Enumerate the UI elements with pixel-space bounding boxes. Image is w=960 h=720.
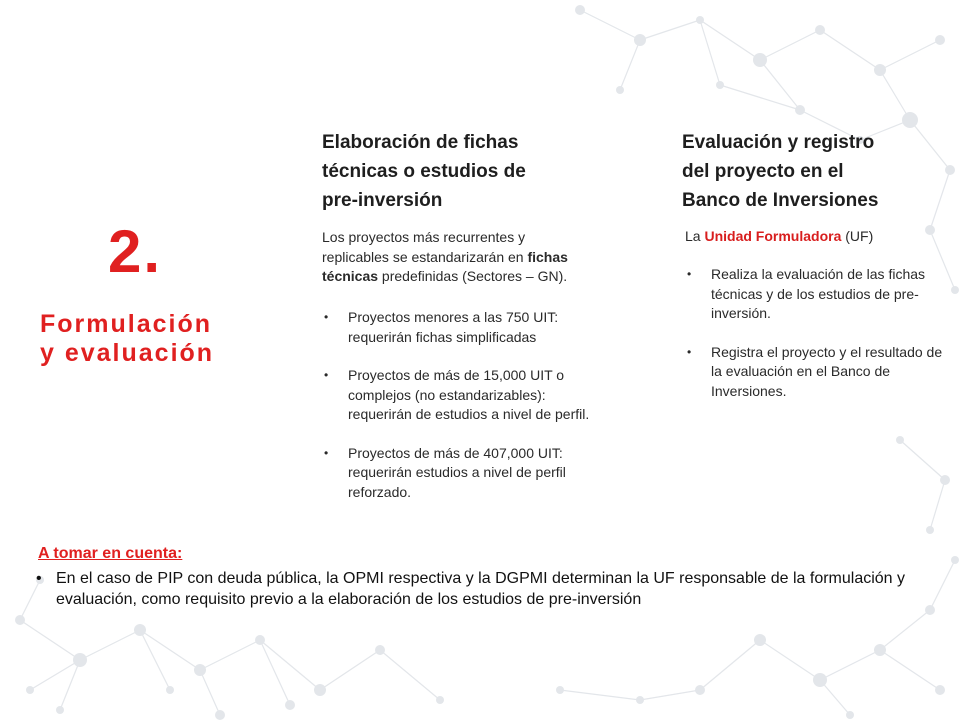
list-item: • Registra el proyecto y el resultado de la evaluación en el Banco de Inversiones. xyxy=(685,343,945,402)
list-item: • Proyectos de más de 407,000 UIT: requerirán estudios a nivel de perfil reforzado. xyxy=(322,444,602,503)
column2-title-line2: del proyecto en el xyxy=(682,161,844,182)
section-title-line1: Formulación xyxy=(40,310,213,338)
column2-title-line1: Evaluación y registro xyxy=(682,132,875,153)
list-item: • Proyectos menores a las 750 UIT: requerirán fichas simplificadas xyxy=(322,308,602,347)
column2-intro-text-end: (UF) xyxy=(841,228,874,244)
note-bullet: • xyxy=(36,570,42,587)
column2-intro-highlight: Unidad Formuladora xyxy=(704,228,842,244)
column1-intro-text-end: predefinidas (Sectores – GN). xyxy=(378,268,568,284)
column2-intro xyxy=(685,227,945,247)
column2-title xyxy=(682,128,942,215)
column1-bullet-list xyxy=(322,308,602,521)
list-item: • Proyectos de más de 15,000 UIT o complejos (no estandarizables): requerirán de estudios a nivel de perfil. xyxy=(322,366,602,425)
column1-title-line1: Elaboración de fichas xyxy=(322,132,519,153)
note-body xyxy=(36,568,936,610)
column1-title-line3: pre-inversión xyxy=(322,190,443,211)
column2-bullet-list xyxy=(685,265,945,420)
note-text: En el caso de PIP con deuda pública, la OPMI respectiva y la DGPMI determinan la UF responsable de la formulación y evaluación, como requisito previo a la elaboración de los estudios de pre-inversión xyxy=(56,570,906,608)
column1-title xyxy=(322,128,582,215)
column2-intro-text: La xyxy=(685,228,705,244)
section-number: 2. xyxy=(108,218,163,285)
column1-title-line2: técnicas o estudios de xyxy=(322,161,526,182)
column1-intro-text: Los proyectos más recurrentes y replicables se estandarizarán en xyxy=(322,229,528,265)
section-title xyxy=(40,310,240,368)
column1-intro xyxy=(322,228,592,287)
note-title: A tomar en cuenta: xyxy=(38,545,183,562)
list-item: • Realiza la evaluación de las fichas técnicas y de los estudios de pre-inversión. xyxy=(685,265,945,324)
column2-title-line3: Banco de Inversiones xyxy=(682,190,879,211)
section-title-line2: y evaluación xyxy=(40,339,215,367)
column1-intro-bold: fichas técnicas xyxy=(322,248,568,284)
